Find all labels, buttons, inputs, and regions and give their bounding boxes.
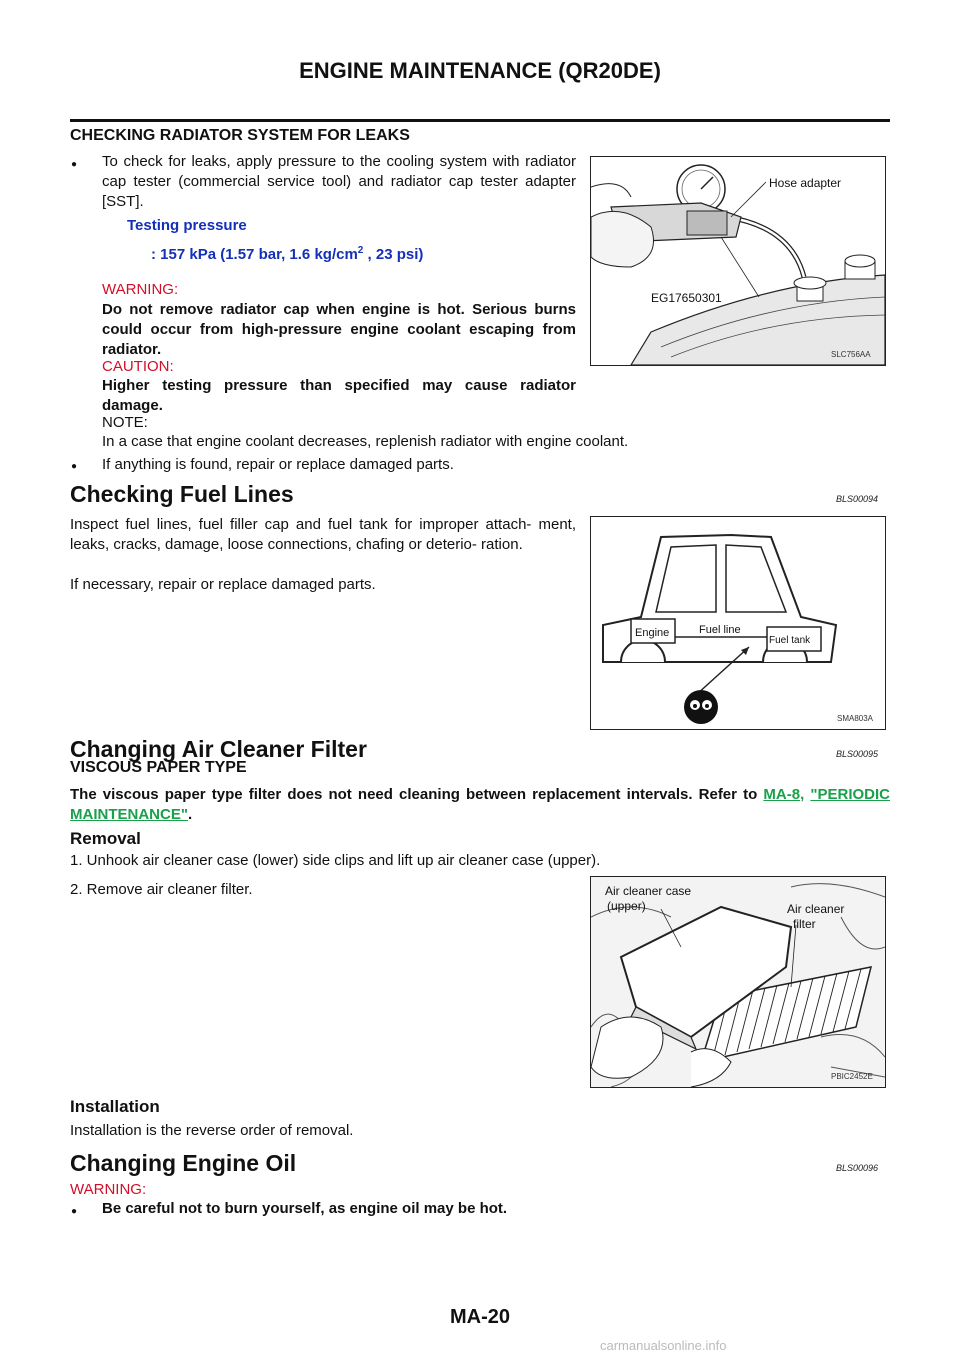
label-air-cleaner-filter: Air cleaner	[787, 902, 845, 916]
label-fuel-tank: Fuel tank	[769, 635, 811, 646]
removal-step-1: 1. Unhook air cleaner case (lower) side clips and lift up air cleaner case (upper).	[70, 852, 601, 869]
warning-text: Do not remove radiator cap when engine is hot. Serious burns could occur from high-pressure engine coolant escaping from radiator.	[102, 301, 576, 358]
header-rule	[70, 119, 890, 122]
label-filter: filter	[793, 917, 816, 931]
radiator-bullet-text: To check for leaks, apply pressure to the cooling system with radiator cap tester (commercial service tool) and radiator cap tester adapter [SST].	[102, 153, 576, 210]
section-code: BLS00096	[836, 1163, 879, 1173]
testing-pressure-value: : 157 kPa (1.57 bar, 1.6 $kg/cm^2$ , 23 psi)	[151, 245, 424, 263]
page-number: MA-20	[449, 1306, 510, 1328]
label-engine: Engine	[635, 627, 670, 639]
figure-air-cleaner	[590, 876, 886, 1088]
fuel-lines-para2: If necessary, repair or replace damaged parts.	[70, 576, 376, 593]
removal-step-2: 2. Remove air cleaner filter.	[70, 881, 253, 898]
section-title-radiator-leaks: CHECKING RADIATOR SYSTEM FOR LEAKS	[70, 127, 410, 144]
link-ma-8[interactable]: MA-8,	[763, 786, 805, 803]
figure-id: SLC756AA	[831, 350, 871, 359]
warning-label: WARNING:	[70, 1181, 147, 1198]
subsection-title-viscous: VISCOUS PAPER TYPE	[70, 759, 247, 776]
bullet-icon: ●	[71, 1206, 78, 1217]
installation-title: Installation	[70, 1097, 160, 1116]
warning-label: WARNING:	[102, 281, 179, 298]
radiator-tester-illustration	[591, 157, 885, 365]
note-text: In a case that engine coolant decreases, replenish radiator with engine coolant.	[102, 433, 629, 450]
watermark: carmanualsonline.info	[600, 1338, 727, 1353]
link-periodic-maintenance[interactable]: "PERIODIC MAINTENANCE"	[70, 786, 890, 823]
removal-title: Removal	[70, 829, 141, 848]
bullet-icon: ●	[71, 159, 78, 170]
section-title-air-cleaner: Changing Air Cleaner Filter	[70, 736, 367, 762]
bullet-icon: ●	[71, 461, 78, 472]
figure-fuel-lines-car	[590, 516, 886, 730]
note-label: NOTE:	[102, 414, 148, 431]
label-air-cleaner-case: Air cleaner case	[605, 884, 692, 898]
radiator-bullet2-text: If anything is found, repair or replace damaged parts.	[102, 456, 454, 473]
caution-text: Higher testing pressure than specified may cause radiator damage.	[102, 377, 576, 414]
section-title-engine-oil: Changing Engine Oil	[70, 1150, 297, 1176]
callout-tool-number: EG17650301	[651, 291, 722, 305]
viscous-paragraph: The viscous paper type filter does not need cleaning between replacement intervals. Refer to MA-8, "PERIODIC MAINTENANCE".	[70, 786, 890, 823]
section-title-fuel-lines: Checking Fuel Lines	[70, 481, 294, 507]
page-header-title: ENGINE MAINTENANCE (QR20DE)	[299, 58, 661, 83]
callout-hose-adapter: Hose adapter	[769, 176, 842, 190]
installation-text: Installation is the reverse order of removal.	[70, 1122, 354, 1139]
figure-id: SMA803A	[837, 714, 874, 723]
fuel-lines-para: Inspect fuel lines, fuel filler cap and fuel tank for improper attach- ment, leaks, cracks, damage, loose connections, chafing or deterio- ration.	[70, 516, 576, 553]
air-cleaner-illustration	[591, 877, 885, 1087]
section-code: BLS00094	[836, 494, 879, 504]
figure-radiator-cap-tester	[590, 156, 886, 366]
engine-oil-warning-text: Be careful not to burn yourself, as engine oil may be hot.	[102, 1200, 508, 1217]
figure-id: PBIC2452E	[831, 1072, 873, 1081]
testing-pressure-label: Testing pressure	[127, 217, 247, 234]
caution-label: CAUTION:	[102, 358, 174, 375]
section-code: BLS00095	[836, 749, 879, 759]
car-illustration	[591, 517, 885, 729]
label-fuel-line: Fuel line	[699, 624, 741, 636]
label-upper: (upper)	[607, 899, 646, 913]
